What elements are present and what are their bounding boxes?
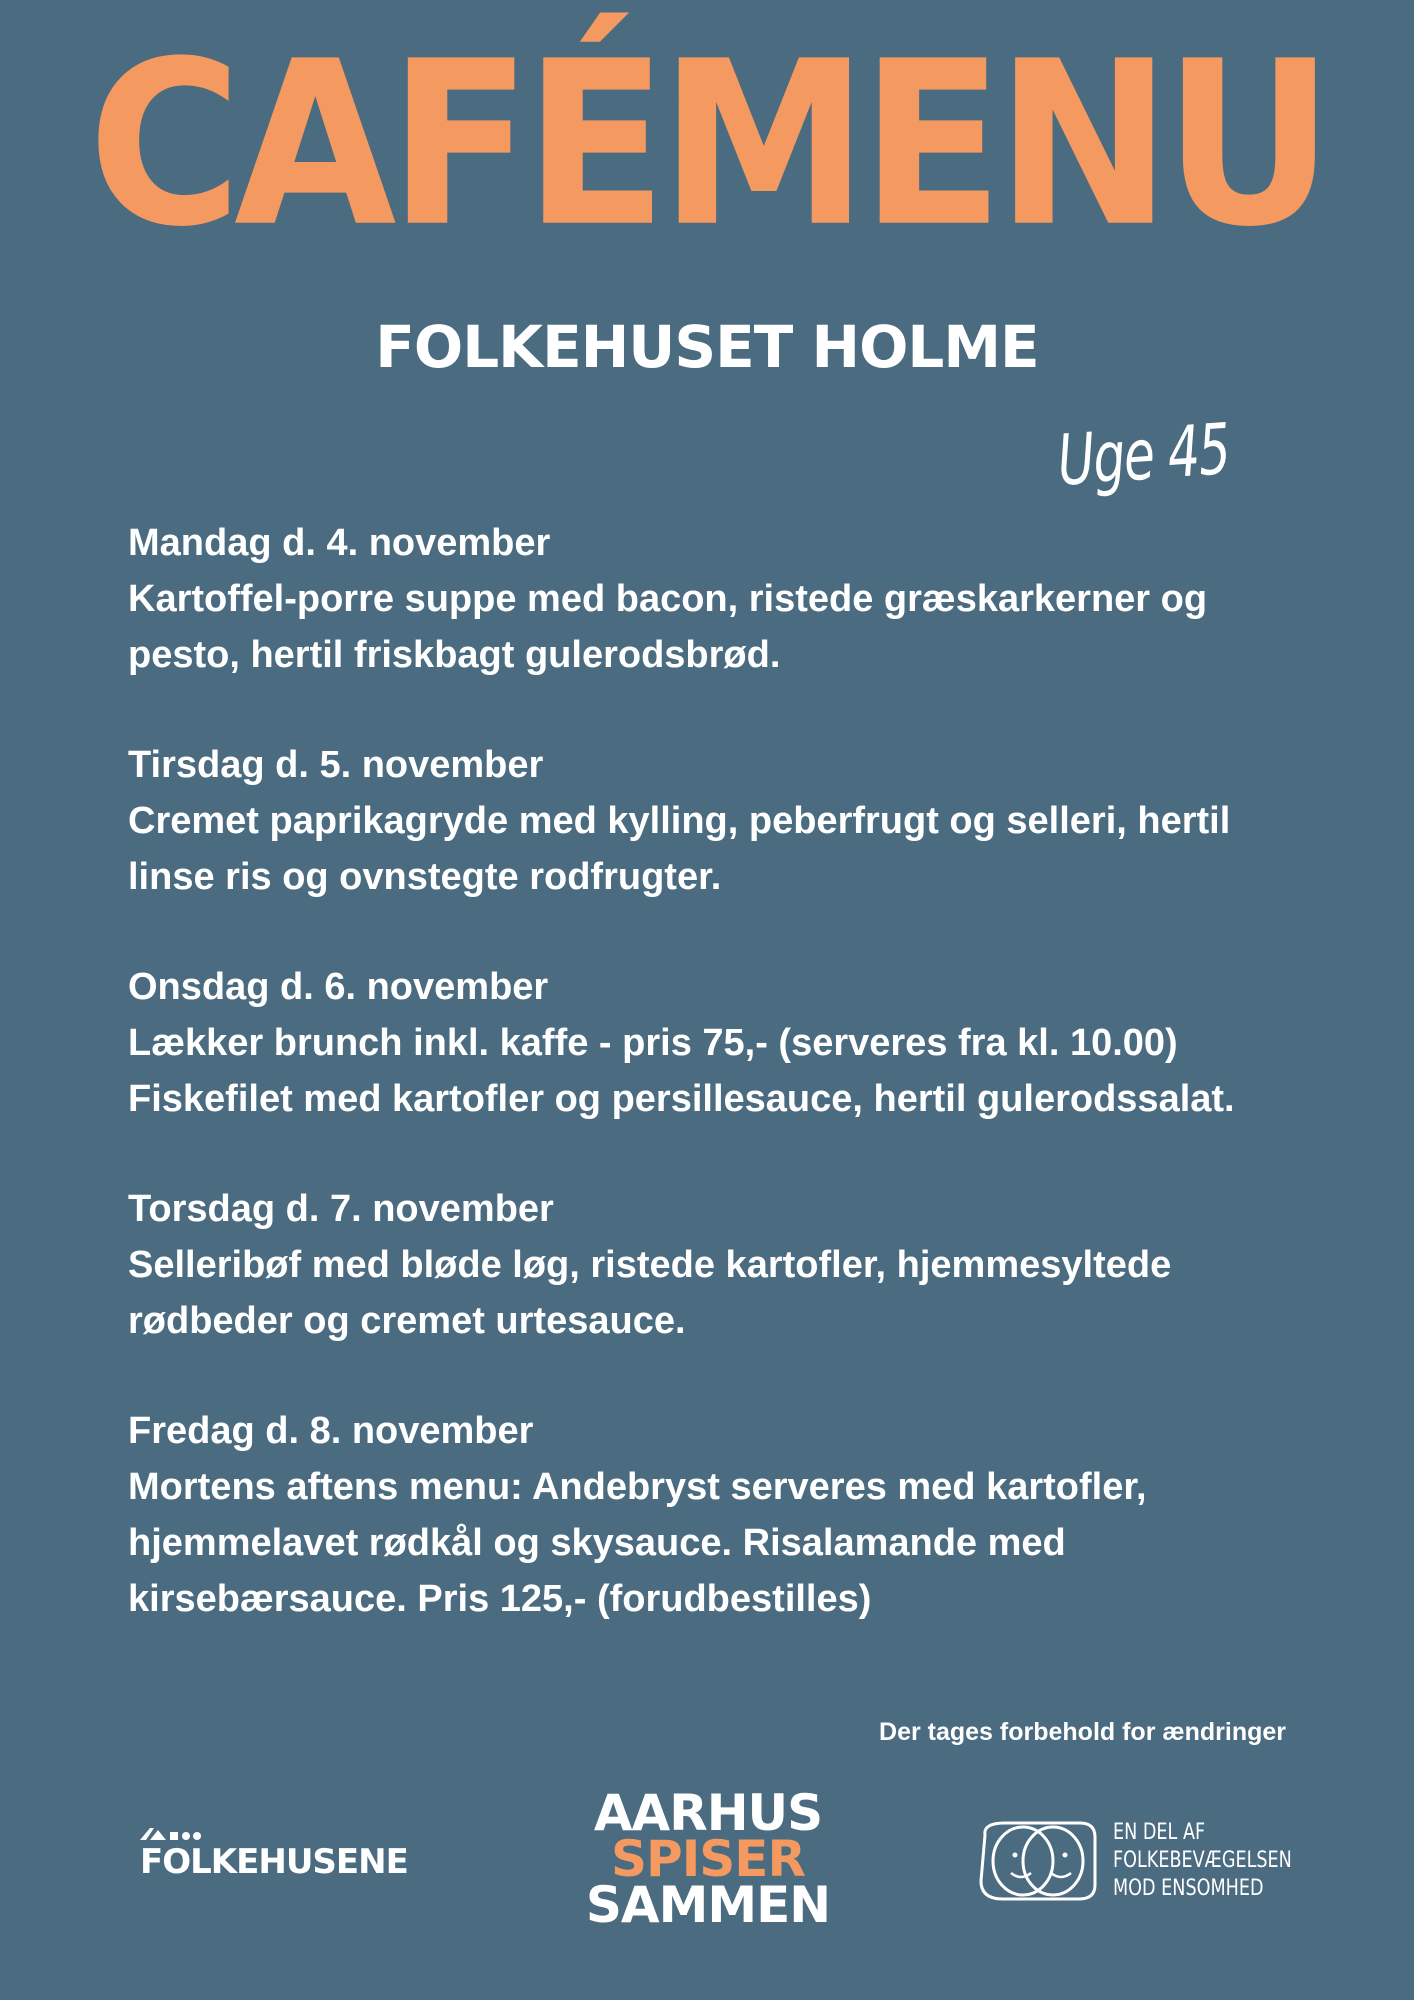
- menu-day-tuesday: [128, 737, 1308, 905]
- aarhus-spiser-sammen-logo: [578, 1784, 838, 1934]
- day-dish: Mortens aftens menu: Andebryst serveres med kartofler, hjemmelavet rødkål og skysauce. Risalamande med kirsebærsauce. Pris 125,- (forudbestilles): [128, 1466, 1147, 1620]
- day-date: Torsdag d. 7. november: [128, 1188, 554, 1230]
- disclaimer-text: Der tages forbehold for ændringer: [879, 1718, 1286, 1746]
- menu-day-wednesday: [128, 959, 1308, 1127]
- menu-day-thursday: [128, 1181, 1308, 1349]
- logo-line: FOLKEBEVÆGELSEN: [1113, 1848, 1292, 1873]
- folkebevaegelsen-text: [1113, 1819, 1292, 1903]
- day-dish: Cremet paprikagryde med kylling, peberfrugt og selleri, hertil linse ris og ovnstegte rodfrugter.: [128, 800, 1231, 898]
- page-title: CAFÉMENU: [87, 12, 1327, 277]
- logo-line: AARHUS: [593, 1784, 823, 1842]
- week-label: Uge 45: [1055, 408, 1232, 502]
- day-date: Mandag d. 4. november: [128, 522, 551, 564]
- house-mark-icon: [140, 1826, 210, 1840]
- faces-icon: [975, 1815, 1100, 1905]
- folkehusene-logo: [140, 1826, 408, 1882]
- logo-line: EN DEL AF: [1113, 1820, 1206, 1845]
- menu-list: [128, 515, 1308, 1681]
- menu-day-monday: [128, 515, 1308, 683]
- day-dish: Selleribøf med bløde løg, ristede kartofler, hjemmesyltede rødbeder og cremet urtesauce.: [128, 1244, 1172, 1342]
- logo-line: SPISER: [611, 1830, 805, 1888]
- day-dish: Lækker brunch inkl. kaffe - pris 75,- (serveres fra kl. 10.00) Fiskefilet med kartofler og persillesauce, hertil gulerodssalat.: [128, 1022, 1235, 1120]
- day-date: Onsdag d. 6. november: [128, 966, 549, 1008]
- logo-line: MOD ENSOMHED: [1113, 1876, 1264, 1901]
- logo-line: SAMMEN: [585, 1876, 831, 1934]
- venue-subtitle: FOLKEHUSET HOLME: [375, 313, 1039, 381]
- day-dish: Kartoffel-porre suppe med bacon, ristede græskarkerner og pesto, hertil friskbagt gulerodsbrød.: [128, 578, 1208, 676]
- day-date: Fredag d. 8. november: [128, 1410, 534, 1452]
- day-date: Tirsdag d. 5. november: [128, 744, 544, 786]
- menu-day-friday: [128, 1403, 1308, 1627]
- folkehusene-wordmark: FOLKEHUSENE: [140, 1842, 408, 1882]
